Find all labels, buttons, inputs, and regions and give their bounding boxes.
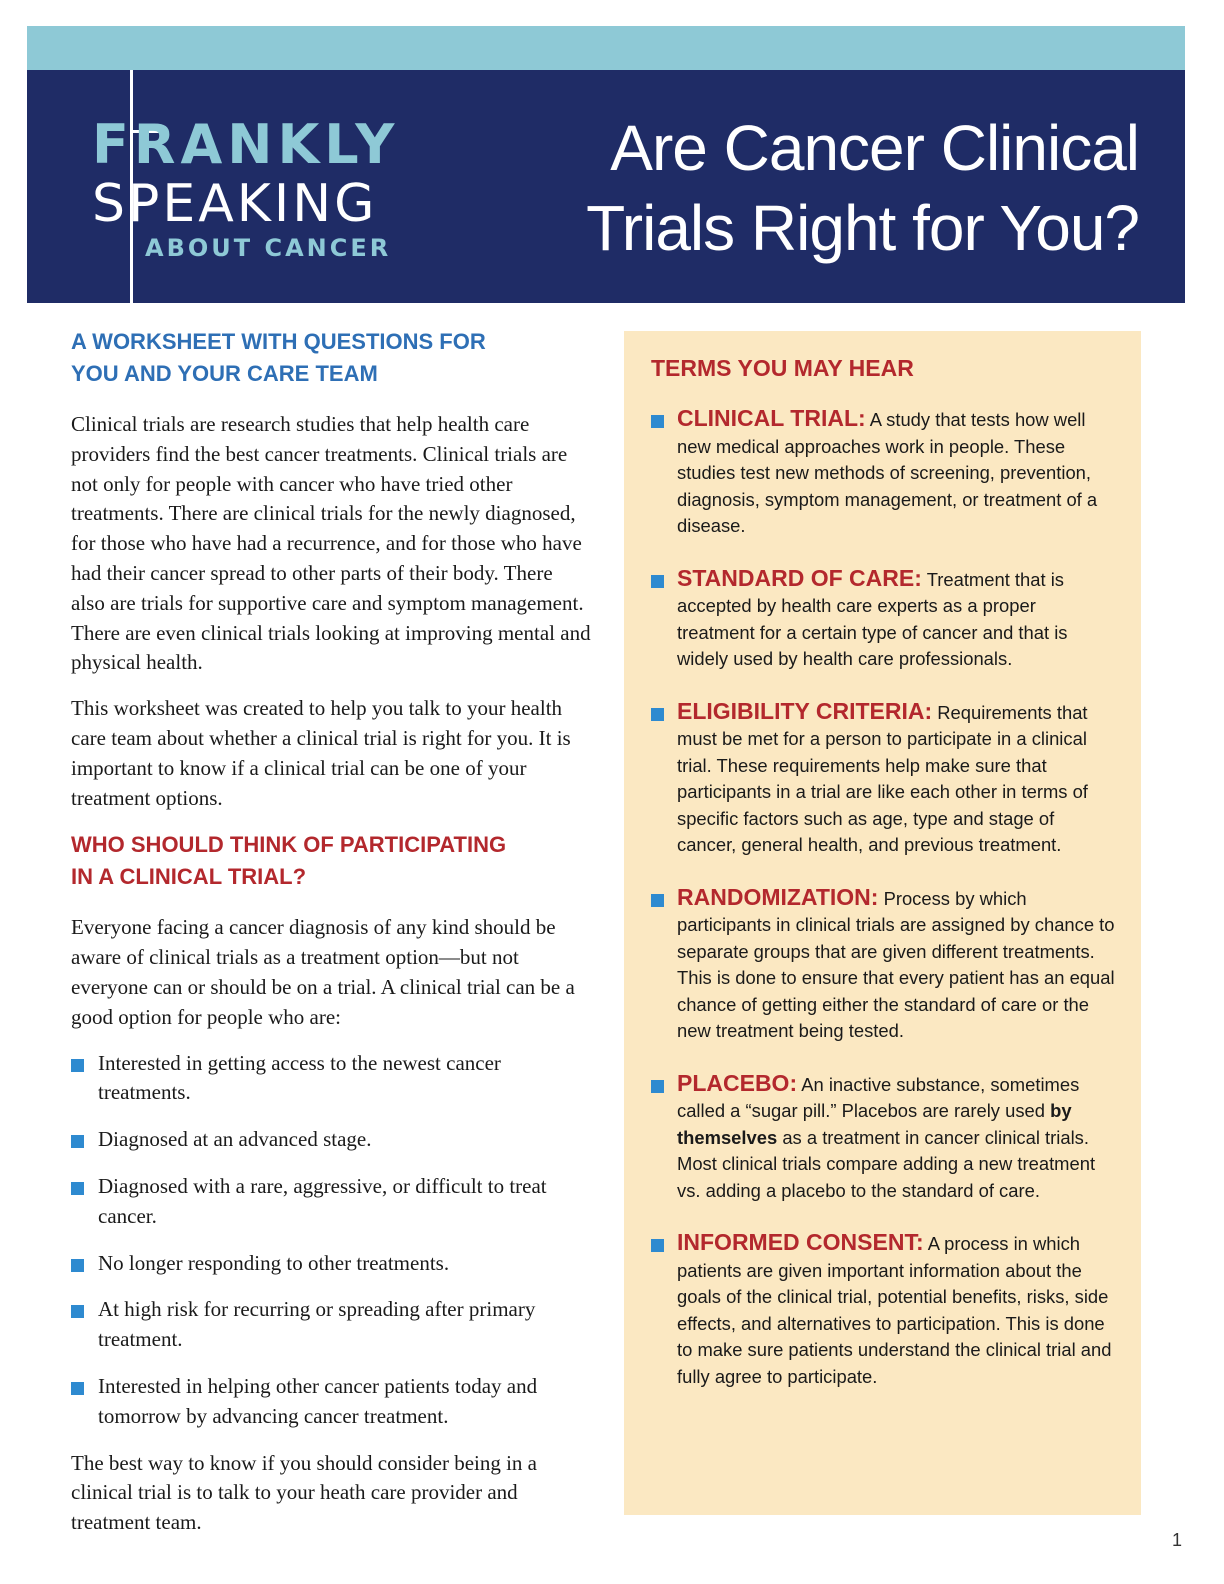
list-item — [71, 1372, 591, 1432]
term-definition: Requirements that must be met for a person to participate in a clinical trial. These requirements help make sure that participants in a trial are like each other in terms of specific factors such as age, type and stage of cancer, general health, and previous treatment. — [677, 701, 1088, 855]
term-placebo — [651, 1070, 1116, 1205]
who-should-heading-line-2: IN A CLINICAL TRIAL? — [71, 864, 307, 890]
purpose-paragraph: This worksheet was created to help you talk to your health care team about whether a clinical trial is right for you. It is important to know if a clinical trial can be one of your treatment options. — [71, 696, 571, 810]
who-should-heading-line-1: WHO SHOULD THINK OF PARTICIPATING — [71, 832, 507, 858]
bullet-square-icon — [651, 894, 664, 907]
term-randomization — [651, 884, 1116, 1045]
title-line-2: Trials Right for You? — [586, 192, 1139, 264]
intro-paragraph: Clinical trials are research studies that help health care providers find the best cancer treatments. Clinical trials are not only for people with cancer who have tried other treatments. There are clinical trials for the newly diagnosed, for those who have had a recurrence, and for those who have had their cancer spread to other parts of their body. There also are trials for supportive care and symptom management. There are even clinical trials looking at improving mental and physical health. — [71, 412, 591, 675]
list-item-text: Diagnosed at an advanced stage. — [98, 1127, 372, 1152]
list-item-text: Interested in helping other cancer patients today and tomorrow by advancing cancer treatment. — [98, 1373, 538, 1428]
terms-heading: TERMS YOU MAY HEAR — [651, 355, 914, 381]
bullet-square-icon — [71, 1059, 84, 1072]
term-definition-part-2: as a treatment in cancer clinical trials. Most clinical trials compare adding a new treatment vs. adding a placebo to the standard of care. — [677, 1126, 1096, 1201]
worksheet-heading-line-1: A WORKSHEET WITH QUESTIONS FOR — [71, 329, 486, 354]
closing-paragraph: The best way to know if you should consider being in a clinical trial is to talk to your heath care provider and treatment team. — [71, 1450, 537, 1535]
bullet-square-icon — [71, 1182, 84, 1195]
list-item-text: Diagnosed with a rare, aggressive, or difficult to treat cancer. — [98, 1173, 547, 1228]
page-number: 1 — [1171, 1530, 1182, 1550]
term-definition-part-1: An inactive substance, sometimes called a “sugar pill.” Placebos are rarely used — [677, 1073, 1080, 1121]
who-should-heading — [71, 829, 591, 893]
bullet-square-icon — [651, 575, 664, 588]
bullet-square-icon — [71, 1135, 84, 1148]
term-name: INFORMED CONSENT: — [677, 1229, 924, 1255]
list-item-text: At high risk for recurring or spreading after primary treatment. — [98, 1297, 536, 1352]
bullet-square-icon — [71, 1305, 84, 1318]
bullet-square-icon — [651, 1080, 664, 1093]
terms-list — [651, 405, 1116, 1415]
bullet-square-icon — [71, 1382, 84, 1395]
term-clinical-trial — [651, 405, 1116, 540]
list-item — [71, 1295, 591, 1355]
bullet-square-icon — [651, 415, 664, 428]
term-name: CLINICAL TRIAL: — [677, 405, 866, 431]
term-name: STANDARD OF CARE: — [677, 564, 922, 591]
list-item-text: Interested in getting access to the newest cancer treatments. — [98, 1050, 501, 1105]
list-item — [71, 1125, 591, 1155]
terms-sidebar — [624, 331, 1141, 1515]
term-definition-bold: by themselves — [677, 1100, 1072, 1148]
who-should-paragraph: Everyone facing a cancer diagnosis of any kind should be aware of clinical trials as a treatment option—but not everyone can or should be on a trial. A clinical trial can be a good option for people who are: — [71, 915, 575, 1029]
top-accent-strip — [27, 26, 1185, 70]
term-definition: Process by which participants in clinical trials are assigned by chance to separate groups that are given different treatments. This is done to ensure that every patient has an equal chance of getting either the standard of care or the new treatment being tested. — [677, 887, 1115, 1041]
title-line-1: Are Cancer Clinical — [610, 112, 1139, 184]
term-name: PLACEBO: — [677, 1069, 798, 1096]
term-standard-of-care — [651, 565, 1116, 673]
list-item — [71, 1172, 591, 1232]
term-informed-consent — [651, 1229, 1116, 1390]
worksheet-heading-line-2: YOU AND YOUR CARE TEAM — [71, 361, 378, 386]
bullet-square-icon — [651, 708, 664, 721]
list-item-text: No longer responding to other treatments. — [98, 1250, 450, 1275]
logo-frankly: FRANKLY — [92, 113, 400, 176]
worksheet-heading — [71, 326, 591, 390]
logo-about-cancer: ABOUT CANCER — [145, 234, 392, 262]
candidate-list — [71, 1049, 591, 1432]
term-name: ELIGIBILITY CRITERIA: — [677, 697, 933, 724]
bullet-square-icon — [71, 1259, 84, 1272]
logo-speaking: SPEAKING — [92, 174, 378, 234]
term-definition: Treatment that is accepted by health care experts as a proper treatment for a certain type of cancer and that is widely used by health care professionals. — [677, 568, 1068, 669]
term-definition: A study that tests how well new medical approaches work in people. These studies test new methods of screening, prevention, diagnosis, symptom management, or treatment of a disease. — [677, 409, 1098, 536]
term-eligibility-criteria — [651, 698, 1116, 859]
left-column — [71, 326, 591, 1554]
list-item — [71, 1249, 591, 1279]
list-item — [71, 1049, 591, 1109]
term-definition: A process in which patients are given important information about the goals of the clinical trial, potential benefits, risks, side effects, and alternatives to participation. This is done to make sure patients understand the clinical trial and fully agree to participate. — [677, 1233, 1112, 1387]
page-title — [586, 108, 1139, 268]
term-name: RANDOMIZATION: — [677, 883, 879, 910]
bullet-square-icon — [651, 1239, 664, 1252]
